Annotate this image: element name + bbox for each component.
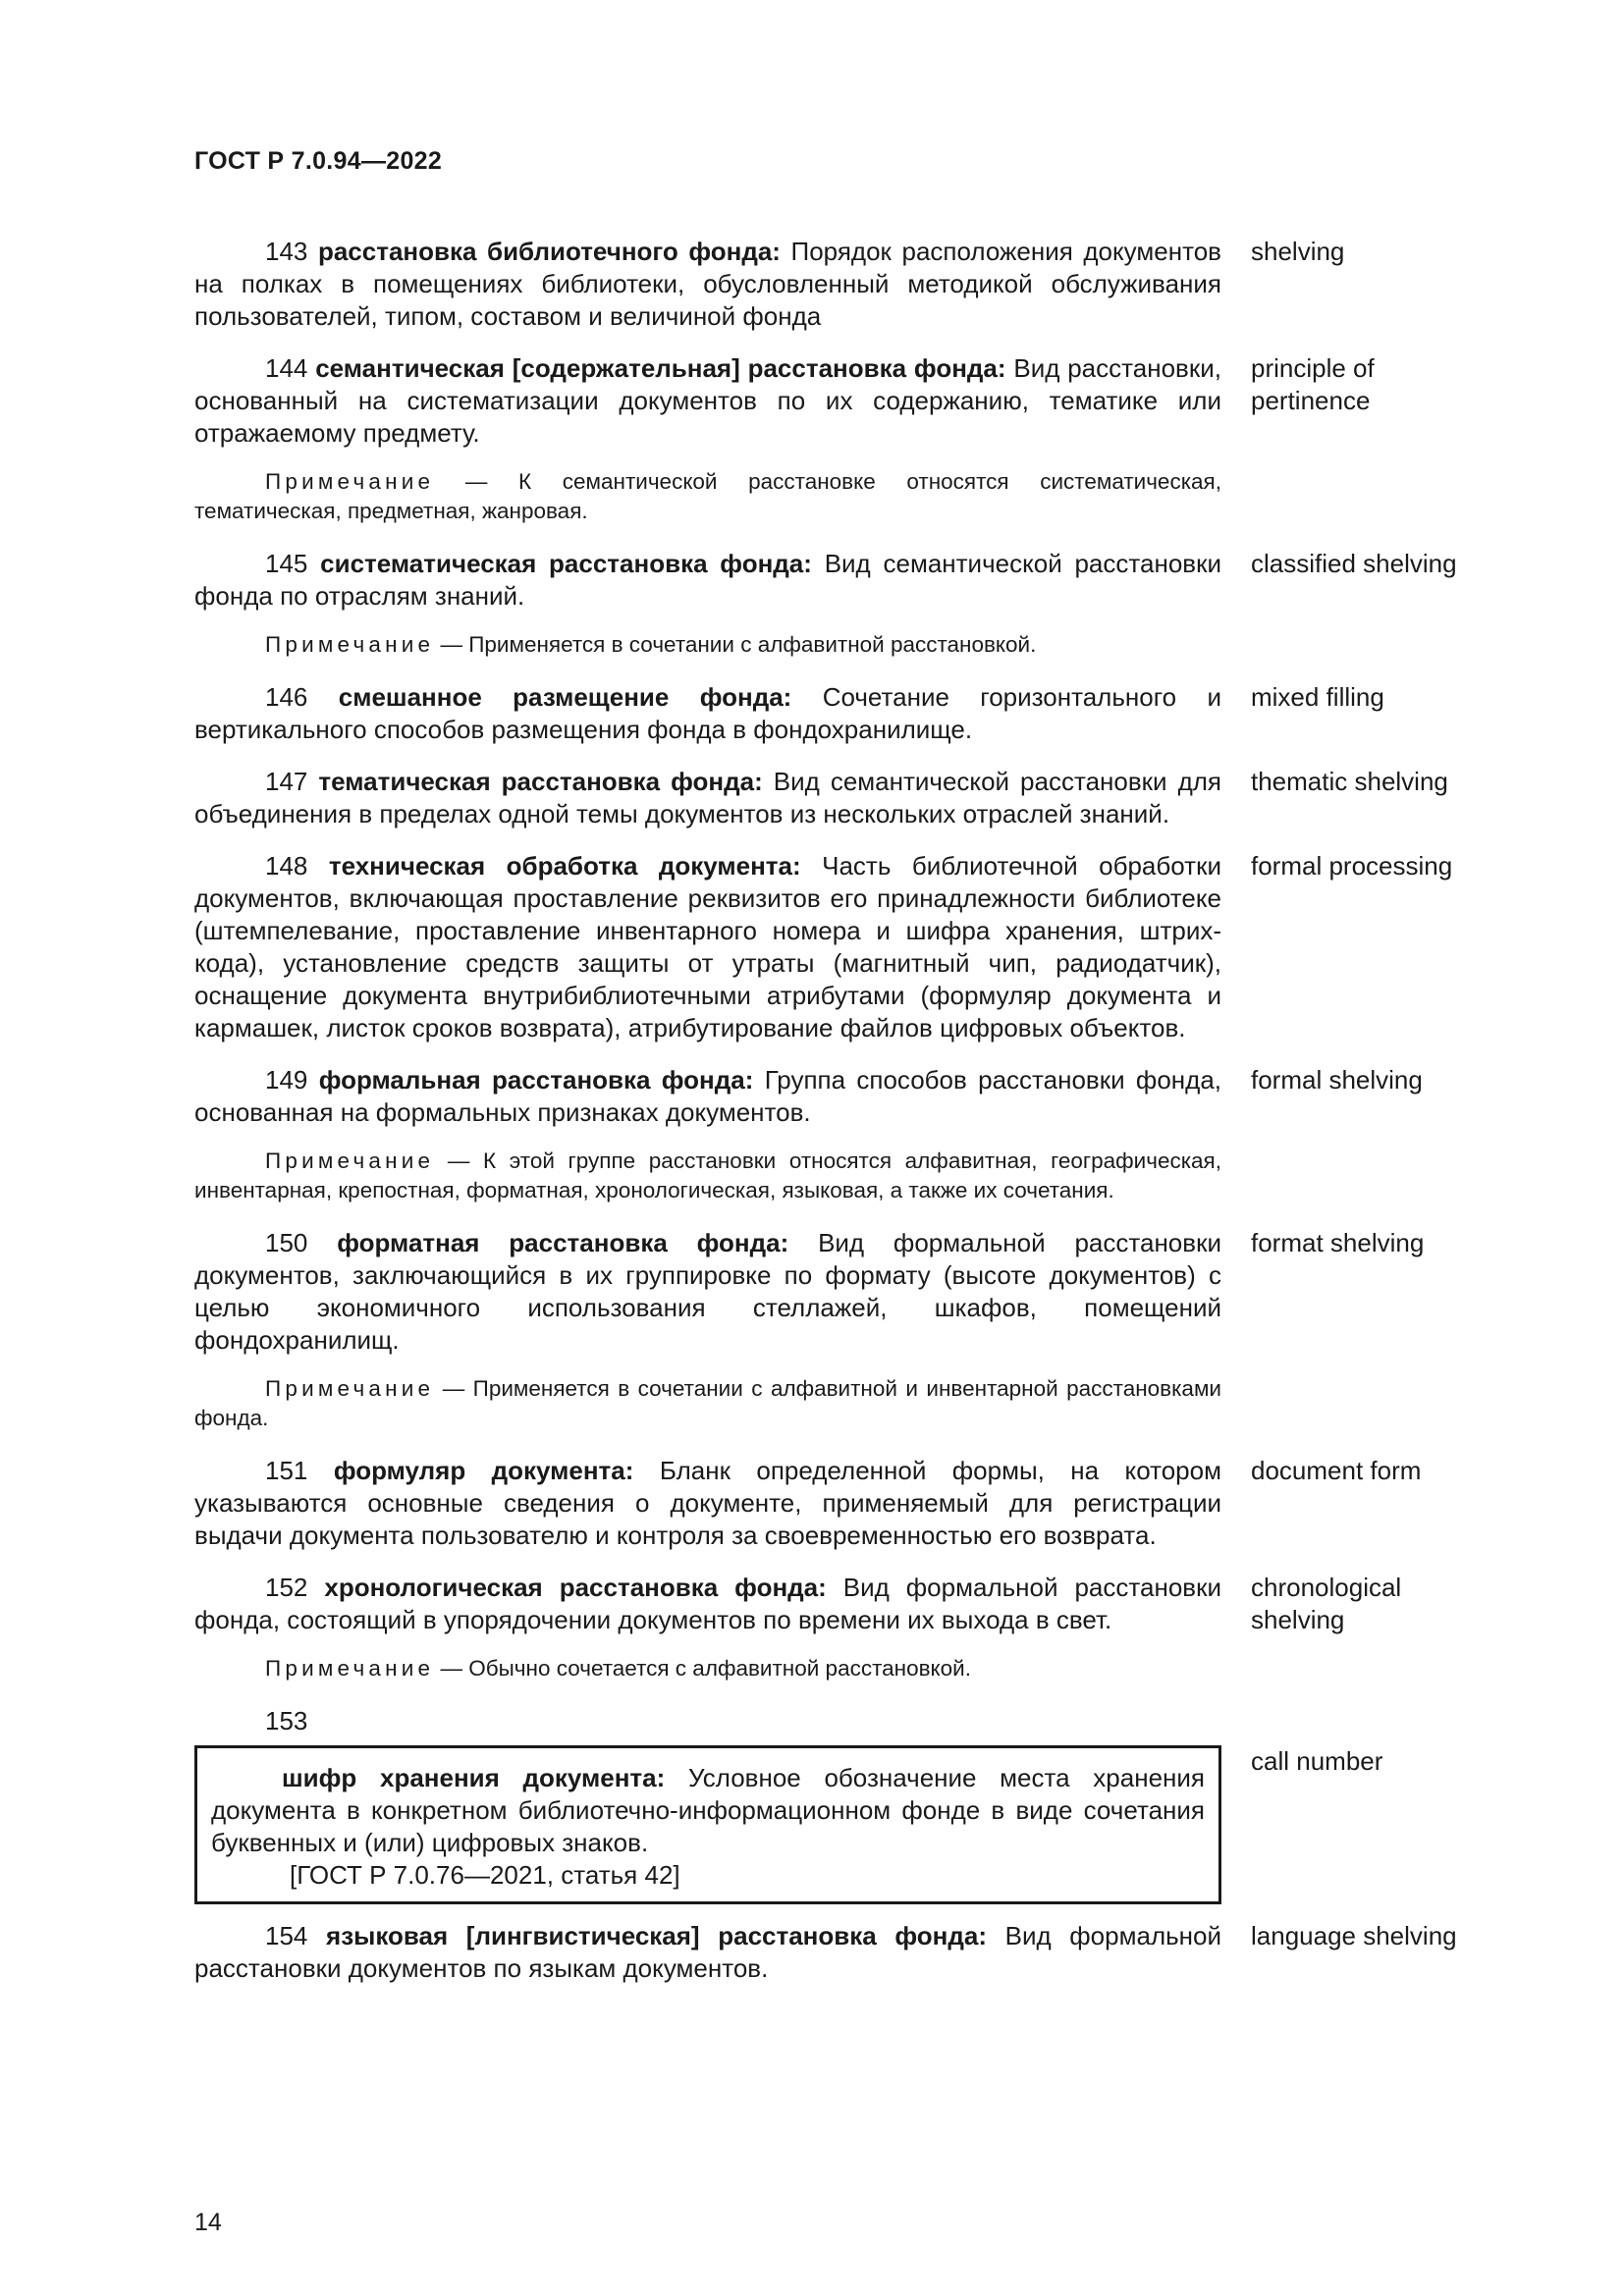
term-number-153: 153 bbox=[265, 1706, 308, 1735]
term-name: шифр хранения документа: bbox=[282, 1763, 666, 1792]
term-definition bbox=[194, 548, 1221, 613]
term-entry-144 bbox=[194, 352, 1490, 450]
term-definition bbox=[211, 1762, 1205, 1859]
term-text: Порядок расположения документов на полках в помещениях библиотеки, обусловленный методикой обслуживания пользователей, типом, составом и величиной фонда bbox=[194, 237, 1221, 331]
term-entry-143 bbox=[194, 236, 1490, 333]
note-label: Примечание bbox=[265, 469, 435, 494]
term-entry-150 bbox=[194, 1227, 1490, 1357]
term-name: тематическая расстановка фонда: bbox=[318, 767, 763, 796]
term-text: Условное обозначение места хранения документа в конкретном библиотечно-информационном фонде в виде сочетания буквенных и (или) цифровых знаков. bbox=[211, 1763, 1205, 1857]
term-name: систематическая расстановка фонда: bbox=[320, 549, 812, 578]
term-number: 146 bbox=[265, 682, 308, 712]
note-label: Примечание bbox=[265, 632, 435, 657]
note-text: — К семантической расстановке относятся систематическая, тематическая, предметная, жанровая. bbox=[194, 469, 1221, 523]
english-equivalent: classified shelving bbox=[1251, 549, 1457, 578]
note-text: — Применяется в сочетании с алфавитной и инвентарной расстановками фонда. bbox=[194, 1376, 1221, 1430]
english-equivalent: chronological shelving bbox=[1251, 1573, 1402, 1634]
english-equivalent: language shelving bbox=[1251, 1921, 1457, 1950]
term-note-152 bbox=[194, 1654, 1221, 1683]
term-definition bbox=[194, 1920, 1221, 1985]
term-definition bbox=[194, 681, 1221, 746]
term-entry-151 bbox=[194, 1455, 1490, 1552]
term-entry-145 bbox=[194, 548, 1490, 613]
term-text: Вид формальной расстановки документов по языкам документов. bbox=[194, 1921, 1221, 1983]
term-text: Вид расстановки, основанный на систематизации документов по их содержанию, тематике или отражаемому предмету. bbox=[194, 353, 1221, 448]
term-definition bbox=[194, 850, 1221, 1044]
term-entry-149 bbox=[194, 1064, 1490, 1129]
english-equivalent: formal processing bbox=[1251, 851, 1453, 881]
english-equivalent: document form bbox=[1251, 1456, 1422, 1485]
term-number: 149 bbox=[265, 1065, 308, 1095]
english-equivalent: mixed filling bbox=[1251, 682, 1384, 712]
term-entry-146 bbox=[194, 681, 1490, 746]
term-number: 154 bbox=[265, 1921, 308, 1950]
term-number: 143 bbox=[265, 237, 308, 266]
note-label: Примечание bbox=[265, 1656, 435, 1681]
term-note-149 bbox=[194, 1147, 1221, 1205]
term-name: расстановка библиотечного фонда: bbox=[317, 237, 781, 266]
term-text: Вид формальной расстановки документов, заключающийся в их группировке по формату (высоте документов) с целью экономичного использования стеллажей, шкафов, помещений фондохранилищ. bbox=[194, 1228, 1221, 1355]
term-definition bbox=[194, 236, 1221, 333]
term-note-144 bbox=[194, 467, 1221, 526]
term-note-150 bbox=[194, 1374, 1221, 1433]
english-equivalent: shelving bbox=[1251, 237, 1345, 266]
note-label: Примечание bbox=[265, 1148, 435, 1173]
term-text: Группа способов расстановки фонда, основанная на формальных признаках документов. bbox=[194, 1065, 1221, 1127]
term-name: техническая обработка документа: bbox=[328, 851, 801, 881]
term-definition bbox=[194, 1572, 1221, 1636]
term-definition bbox=[194, 766, 1221, 830]
term-text: Вид семантической расстановки для объединения в пределах одной темы документов из нескольких отраслей знаний. bbox=[194, 767, 1222, 828]
term-entry-154 bbox=[194, 1920, 1490, 1985]
term-name: форматная расстановка фонда: bbox=[337, 1228, 789, 1257]
note-text: — Применяется в сочетании с алфавитной расстановкой. bbox=[440, 632, 1037, 657]
term-definition bbox=[194, 352, 1221, 450]
term-number: 144 bbox=[265, 353, 308, 383]
term-text: Вид семантической расстановки фонда по отраслям знаний. bbox=[194, 549, 1221, 611]
term-entry-152 bbox=[194, 1572, 1490, 1636]
definition-source: [ГОСТ Р 7.0.76—2021, статья 42] bbox=[290, 1860, 680, 1890]
term-number: 150 bbox=[265, 1228, 308, 1257]
term-number: 147 bbox=[265, 767, 308, 796]
term-name: формальная расстановка фонда: bbox=[318, 1065, 754, 1095]
english-equivalent: format shelving bbox=[1251, 1228, 1425, 1257]
term-number: 151 bbox=[265, 1456, 308, 1485]
term-definition bbox=[194, 1227, 1221, 1357]
term-definition bbox=[194, 1064, 1221, 1129]
term-name: формуляр документа: bbox=[333, 1456, 634, 1485]
term-entry-147 bbox=[194, 766, 1490, 830]
term-entry-148 bbox=[194, 850, 1490, 1044]
english-equivalent: call number bbox=[1251, 1746, 1383, 1776]
term-name: семантическая [содержательная] расстановка фонда: bbox=[315, 353, 1006, 383]
term-list bbox=[194, 236, 1490, 2004]
english-equivalent: principle of pertinence bbox=[1251, 353, 1375, 415]
term-text: Сочетание горизонтального и вертикального способов размещения фонда в фондохранилище. bbox=[194, 682, 1221, 744]
note-text: — Обычно сочетается с алфавитной расстановкой. bbox=[440, 1656, 971, 1681]
english-equivalent: formal shelving bbox=[1251, 1065, 1423, 1095]
note-text: — К этой группе расстановки относятся алфавитная, географическая, инвентарная, крепостная, форматная, хронологическая, языковая, а также их сочетания. bbox=[194, 1148, 1221, 1202]
term-name: смешанное размещение фонда: bbox=[338, 682, 792, 712]
term-number: 145 bbox=[265, 549, 308, 578]
term-entry-153 bbox=[194, 1745, 1490, 1904]
english-equivalent: thematic shelving bbox=[1251, 767, 1448, 796]
quoted-definition-box bbox=[194, 1745, 1221, 1904]
term-text: Бланк определенной формы, на котором указываются основные сведения о документе, применяемый для регистрации выдачи документа пользователю и контроля за своевременностью его возврата. bbox=[194, 1456, 1221, 1550]
term-definition bbox=[194, 1455, 1221, 1552]
term-name: хронологическая расстановка фонда: bbox=[324, 1573, 827, 1602]
term-text: Вид формальной расстановки фонда, состоящий в упорядочении документов по времени их выхода в свет. bbox=[194, 1573, 1222, 1634]
term-note-145 bbox=[194, 630, 1221, 660]
term-number: 148 bbox=[265, 851, 308, 881]
note-label: Примечание bbox=[265, 1376, 435, 1401]
term-number: 152 bbox=[265, 1573, 308, 1602]
page-number: 14 bbox=[194, 2209, 222, 2236]
term-name: языковая [лингвистическая] расстановка фонда: bbox=[326, 1921, 987, 1950]
term-text: Часть библиотечной обработки документов, включающая проставление реквизитов его принадлежности библиотеке (штемпелевание, проставление инвентарного номера и шифра хранения, штрих-кода), установление средств защиты от утраты (магнитный чип, радиодатчик), оснащение документа внутрибиблиотечными атрибутами (формуляр документа и кармашек, листок сроков возврата), атрибутирование файлов цифровых объектов. bbox=[194, 851, 1221, 1042]
document-header: ГОСТ Р 7.0.94—2022 bbox=[194, 147, 443, 175]
